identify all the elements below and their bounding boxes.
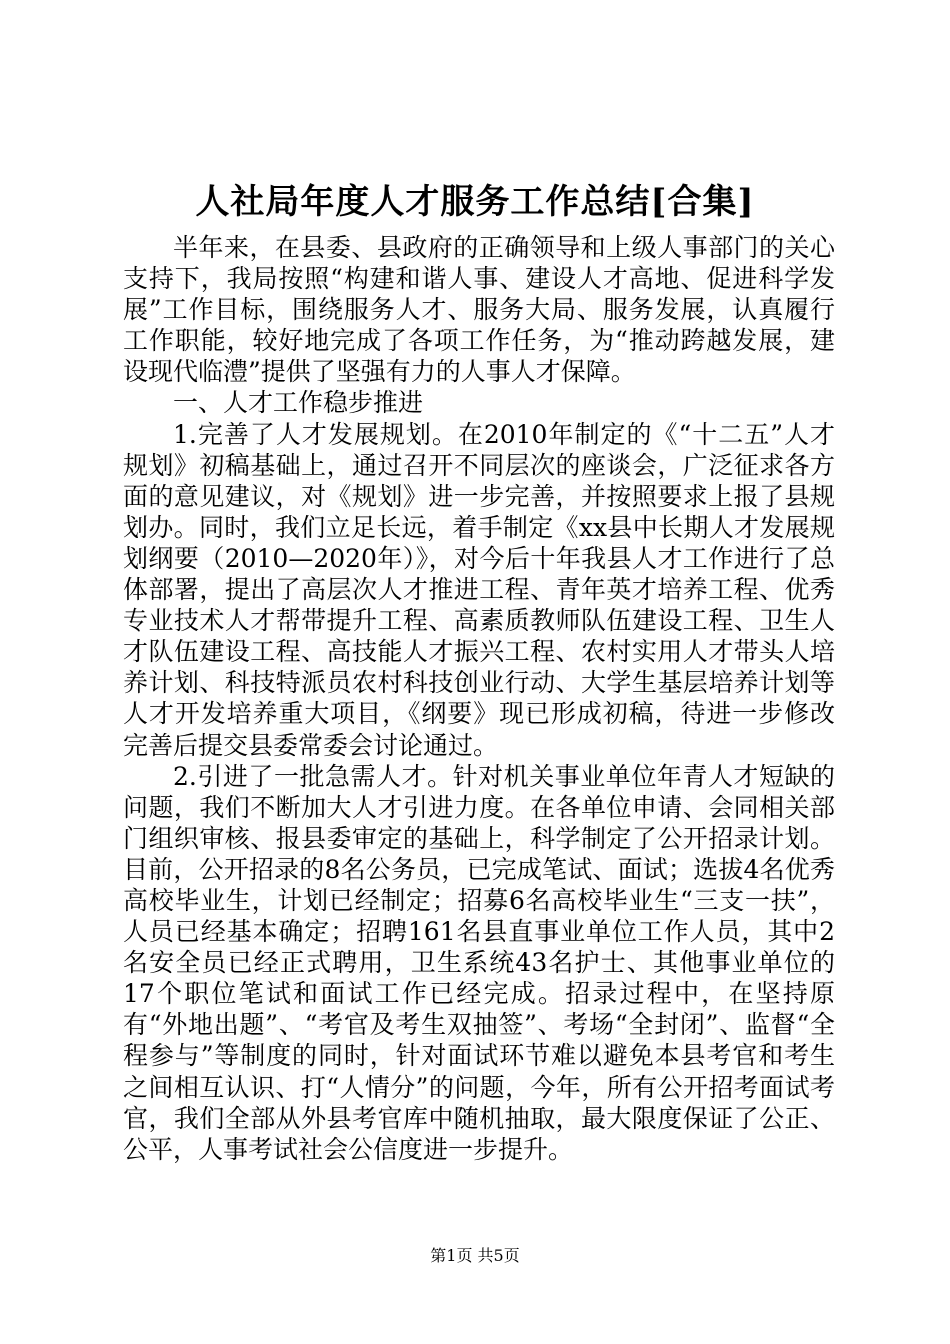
section-heading: 一、人才工作稳步推进 [173, 388, 424, 418]
page-total: 共5页 [477, 1246, 520, 1265]
document-body [123, 232, 835, 1165]
page-number: 第1页 [430, 1246, 473, 1265]
document-title: 人社局年度人才服务工作总结[合集] [195, 182, 755, 222]
page-footer [0, 1244, 950, 1268]
body-paragraph: 1.完善了人才发展规划。在2010年制定的《“十二五”人才规划》初稿基础上，通过召开不同层次的座谈会，广泛征求各方面的意见建议，对《规划》进一步完善，并按照要求上报了县规划办。同时，我们立足长远，着手制定《xx县中长期人才发展规划纲要（2010—2020年）》，对今后十年我县人才工作进行了总体部署，提出了高层次人才推进工程、青年英才培养工程、优秀专业技术人才帮带提升工程、高素质教师队伍建设工程、卫生人才队伍建设工程、高技能人才振兴工程、农村实用人才带头人培养计划、科技特派员农村科技创业行动、大学生基层培养计划等人才开发培养重大项目，《纲要》现已形成初稿，待进一步修改完善后提交县委常委会讨论通过。 [123, 419, 835, 760]
intro-paragraph: 半年来，在县委、县政府的正确领导和上级人事部门的关心支持下，我局按照“构建和谐人事、建设人才高地、促进科学发展”工作目标，围绕服务人才、服务大局、服务发展，认真履行工作职能，较好地完成了各项工作任务，为“推动跨越发展，建设现代临澧”提供了坚强有力的人事人才保障。 [123, 233, 835, 387]
body-paragraph: 2.引进了一批急需人才。针对机关事业单位年青人才短缺的问题，我们不断加大人才引进力度。在各单位申请、会同相关部门组织审核、报县委审定的基础上，科学制定了公开招录计划。目前，公开招录的8名公务员，已完成笔试、面试；选拔4名优秀高校毕业生，计划已经制定；招募6名高校毕业生“三支一扶”，人员已经基本确定；招聘161名县直事业单位工作人员，其中2名安全员已经正式聘用，卫生系统43名护士、其他事业单位的17个职位笔试和面试工作已经完成。招录过程中，在坚持原有“外地出题”、“考官及考生双抽签”、考场“全封闭”、监督“全程参与”等制度的同时，针对面试环节难以避免本县考官和考生之间相互认识、打“人情分”的问题，今年，所有公开招考面试考官，我们全部从外县考官库中随机抽取，最大限度保证了公正、公平，人事考试社会公信度进一步提升。 [123, 761, 835, 1164]
